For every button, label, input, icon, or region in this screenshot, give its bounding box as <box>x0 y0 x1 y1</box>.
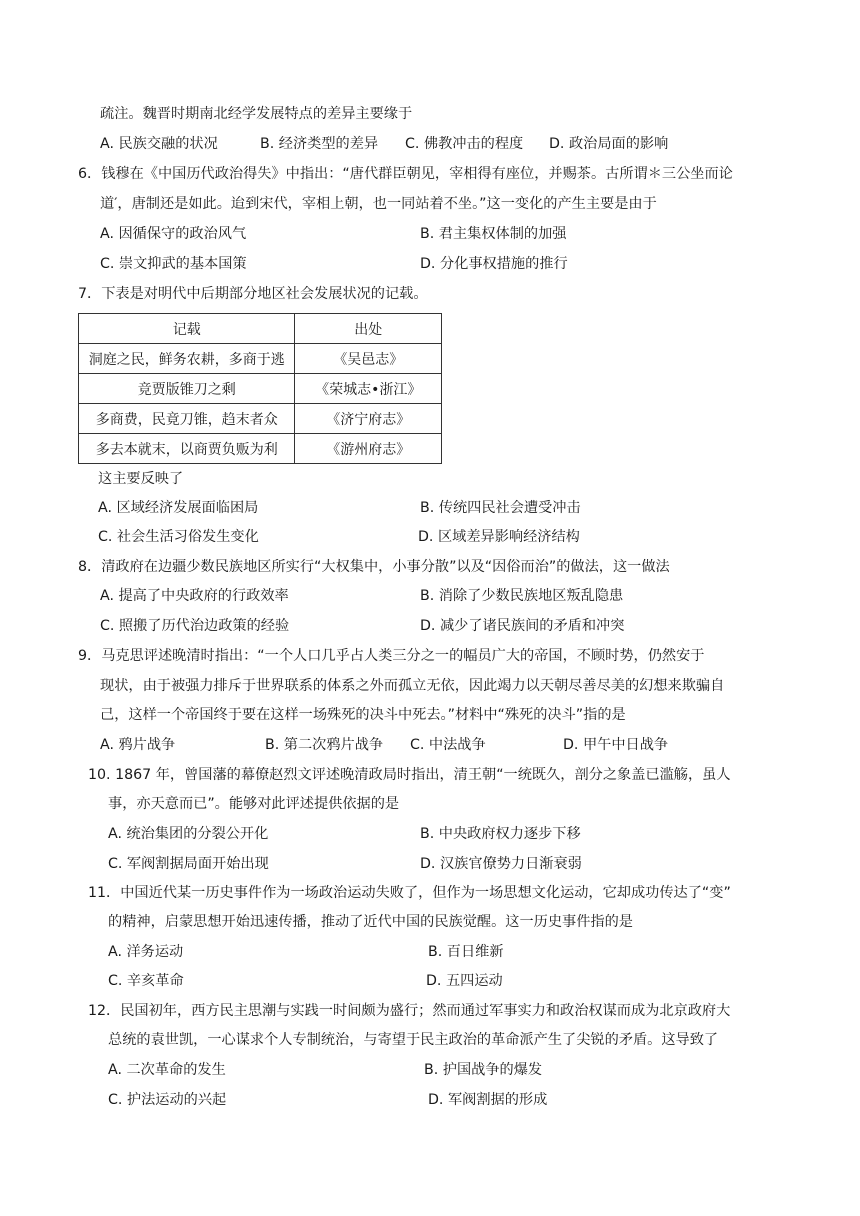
q5-option-a[interactable]: A. 民族交融的状况 <box>100 136 218 152</box>
q12-option-a[interactable]: A. 二次革命的发生 <box>108 1062 226 1078</box>
table-row <box>79 434 442 464</box>
q9-option-c[interactable]: C. 中法战争 <box>410 737 486 753</box>
table-cell-record: 竞贾版锥刀之剩 <box>79 374 295 404</box>
table-cell-record: 多去本就末，以商贾负贩为利 <box>79 434 295 464</box>
q11-stem-line2: 的精神，启蒙思想开始迅速传播，推动了近代中国的民族觉醒。这一历史事件指的是 <box>108 914 633 930</box>
table-row <box>79 404 442 434</box>
table-cell-record: 洞庭之民，鲜务农耕，多商于逃 <box>79 344 295 374</box>
q11-stem-line1: 11．中国近代某一历史事件作为一场政治运动失败了，但作为一场思想文化运动，它却成功传达了“变” <box>88 885 731 901</box>
q6-option-a[interactable]: A. 因循保守的政治风气 <box>100 226 247 242</box>
table-header-row <box>79 314 442 344</box>
q9-stem-line2: 现状，由于被强力排斥于世界联系的体系之外而孤立无依，因此竭力以天朝尽善尽美的幻想来欺骗自 <box>100 678 725 694</box>
q11-option-a[interactable]: A. 洋务运动 <box>108 944 184 960</box>
table-row <box>79 374 442 404</box>
q12-stem-line1: 12．民国初年，西方民主思潮与实践一时间颇为盛行；然而通过军事实力和政治权谋而成为北京政府大 <box>88 1003 731 1019</box>
q9-option-d[interactable]: D. 甲午中日战争 <box>563 737 669 753</box>
q6-option-c[interactable]: C. 崇文抑武的基本国策 <box>100 256 247 272</box>
table-header-record: 记载 <box>79 314 295 344</box>
q5-option-b[interactable]: B. 经济类型的差异 <box>260 136 379 152</box>
q7-option-c[interactable]: C. 社会生活习俗发生变化 <box>98 529 259 545</box>
q12-option-b[interactable]: B. 护国战争的爆发 <box>424 1062 543 1078</box>
table-row <box>79 344 442 374</box>
q11-option-c[interactable]: C. 辛亥革命 <box>108 973 184 989</box>
q8-option-d[interactable]: D. 减少了诸民族间的矛盾和冲突 <box>420 618 625 634</box>
q8-option-a[interactable]: A. 提高了中央政府的行政效率 <box>100 588 289 604</box>
q10-option-b[interactable]: B. 中央政府权力逐步下移 <box>420 826 581 842</box>
q10-option-d[interactable]: D. 汉族官僚势力日渐衰弱 <box>420 856 582 872</box>
q6-stem-line2: 道′，唐制还是如此。迨到宋代，宰相上朝，也一同站着不坐。”这一变化的产生主要是由于 <box>100 196 657 212</box>
q7-record-table <box>78 313 442 464</box>
q8-option-c[interactable]: C. 照搬了历代治边政策的经验 <box>100 618 290 634</box>
table-header-source: 出处 <box>295 314 442 344</box>
q6-option-d[interactable]: D. 分化事权措施的推行 <box>420 256 568 272</box>
q10-stem-line2: 事，亦天意而已”。能够对此评述提供依据的是 <box>108 796 400 812</box>
q6-stem-line1: 6．钱穆在《中国历代政治得失》中指出：“唐代群臣朝见，宰相得有座位，并赐茶。古所谓＊三公坐而论 <box>78 166 733 182</box>
q10-option-c[interactable]: C. 军阀割据局面开始出现 <box>108 856 269 872</box>
q5-stem-tail: 疏注。魏晋时期南北经学发展特点的差异主要缘于 <box>100 106 413 122</box>
table-cell-source: 《游州府志》 <box>295 434 442 464</box>
q10-option-a[interactable]: A. 统治集团的分裂公开化 <box>108 826 269 842</box>
q11-option-b[interactable]: B. 百日维新 <box>428 944 504 960</box>
q12-stem-line2: 总统的袁世凯，一心谋求个人专制统治，与寄望于民主政治的革命派产生了尖锐的矛盾。这导致了 <box>108 1032 719 1048</box>
q7-stem-line1: 7．下表是对明代中后期部分地区社会发展状况的记载。 <box>78 286 428 302</box>
q10-stem-line1: 10. 1867 年，曾国藩的幕僚赵烈文评述晚清政局时指出，清王朝“一统既久，剖分之象盖已滥觞，虽人 <box>88 767 731 783</box>
table-cell-source: 《济宁府志》 <box>295 404 442 434</box>
table-cell-source: 《吴邑志》 <box>295 344 442 374</box>
q9-stem-line1: 9．马克思评述晚清时指出：“一个人口几乎占人类三分之一的幅员广大的帝国，不顾时势，仍然安于 <box>78 648 705 664</box>
q9-option-a[interactable]: A. 鸦片战争 <box>100 737 176 753</box>
q7-option-b[interactable]: B. 传统四民社会遭受冲击 <box>420 500 581 516</box>
q12-option-d[interactable]: D. 军阀割据的形成 <box>428 1092 548 1108</box>
q7-option-d[interactable]: D. 区域差异影响经济结构 <box>418 529 580 545</box>
q8-option-b[interactable]: B. 消除了少数民族地区叛乱隐患 <box>420 588 624 604</box>
q9-stem-line3: 己，这样一个帝国终于要在这样一场殊死的决斗中死去。”材料中“殊死的决斗”指的是 <box>100 707 626 723</box>
q8-stem-line1: 8．清政府在边疆少数民族地区所实行“大权集中，小事分散”以及“因俗而治”的做法，这一做法 <box>78 559 670 575</box>
q6-option-b[interactable]: B. 君主集权体制的加强 <box>420 226 567 242</box>
table-cell-record: 多商费，民竟刀锥，趋末者众 <box>79 404 295 434</box>
q7-stem-line2: 这主要反映了 <box>98 471 184 487</box>
q7-option-a[interactable]: A. 区域经济发展面临困局 <box>98 500 259 516</box>
q9-option-b[interactable]: B. 第二次鸦片战争 <box>265 737 384 753</box>
q12-option-c[interactable]: C. 护法运动的兴起 <box>108 1092 227 1108</box>
table-cell-source: 《荣城志•浙江》 <box>295 374 442 404</box>
q11-option-d[interactable]: D. 五四运动 <box>426 973 503 989</box>
q5-option-c[interactable]: C. 佛教冲击的程度 <box>405 136 524 152</box>
q5-option-d[interactable]: D. 政治局面的影响 <box>549 136 669 152</box>
